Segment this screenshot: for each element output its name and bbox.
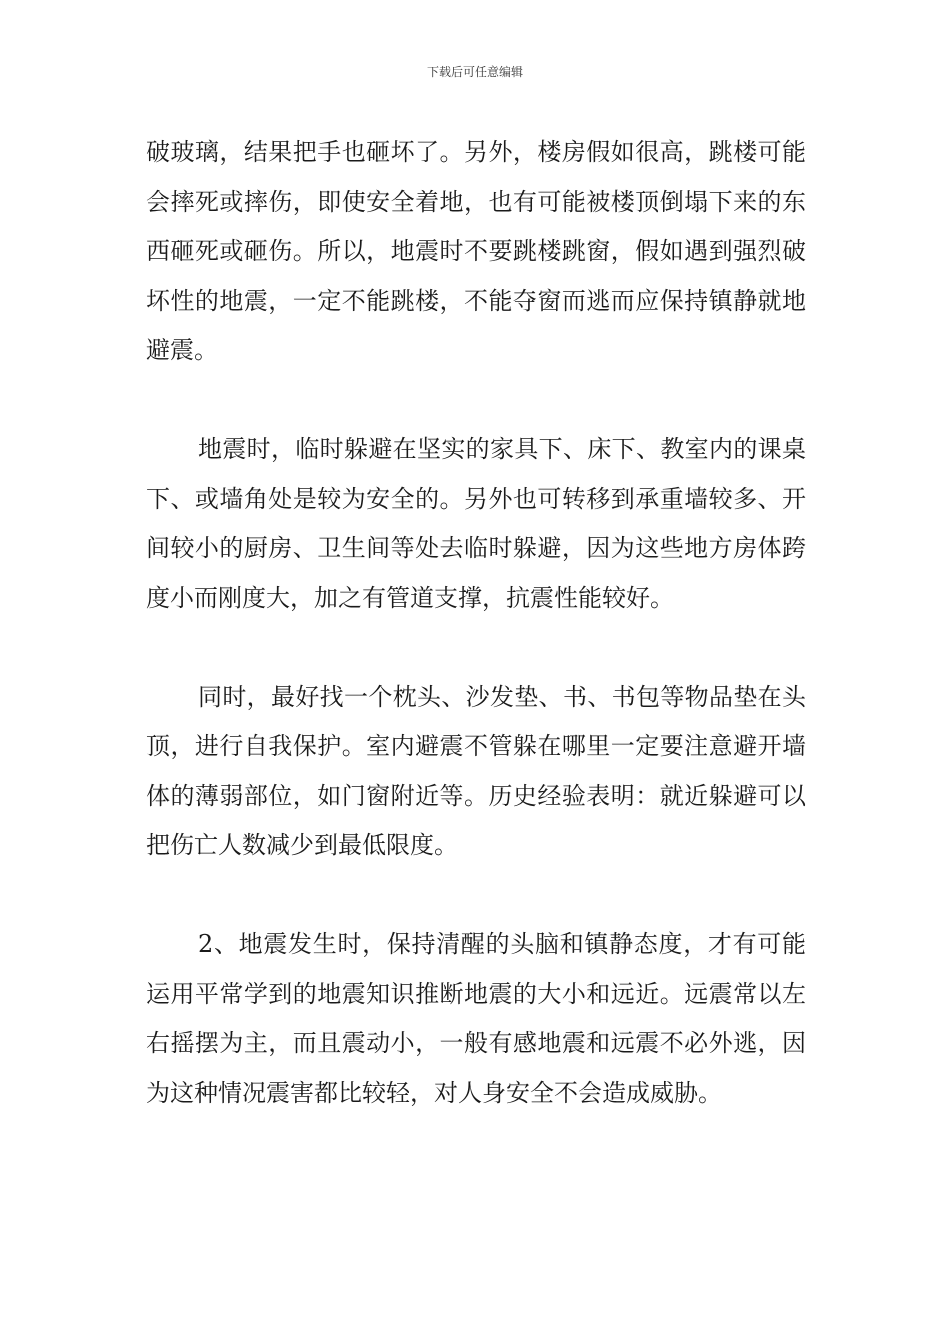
document-body (146, 128, 806, 1118)
paragraph-stay-calm: 2、地震发生时，保持清醒的头脑和镇静态度，才有可能运用平常学到的地震知识推断地震的大小和远近。远震常以左右摇摆为主，而且震动小，一般有感地震和远震不必外逃，因为这种情况震害都比较轻，对人身安全不会造成威胁。 (146, 930, 806, 1107)
paragraph-shelter: 地震时，临时躲避在坚实的家具下、床下、教室内的课桌下、或墙角处是较为安全的。另外也可转移到承重墙较多、开间较小的厨房、卫生间等处去临时躲避，因为这些地方房体跨度小而刚度大，加之有管道支撑，抗震性能较好。 (146, 435, 806, 612)
page-header: 下载后可任意编辑 (426, 65, 523, 79)
paragraph-protection: 同时，最好找一个枕头、沙发垫、书、书包等物品垫在头顶，进行自我保护。室内避震不管躲在哪里一定要注意避开墙体的薄弱部位，如门窗附近等。历史经验表明：就近躲避可以把伤亡人数减少到最低限度。 (146, 682, 806, 859)
paragraph-continued: 破玻璃，结果把手也砸坏了。另外，楼房假如很高，跳楼可能会摔死或摔伤，即使安全着地，也有可能被楼顶倒塌下来的东西砸死或砸伤。所以，地震时不要跳楼跳窗，假如遇到强烈破坏性的地震，一定不能跳楼，不能夺窗而逃而应保持镇静就地避震。 (146, 138, 806, 364)
